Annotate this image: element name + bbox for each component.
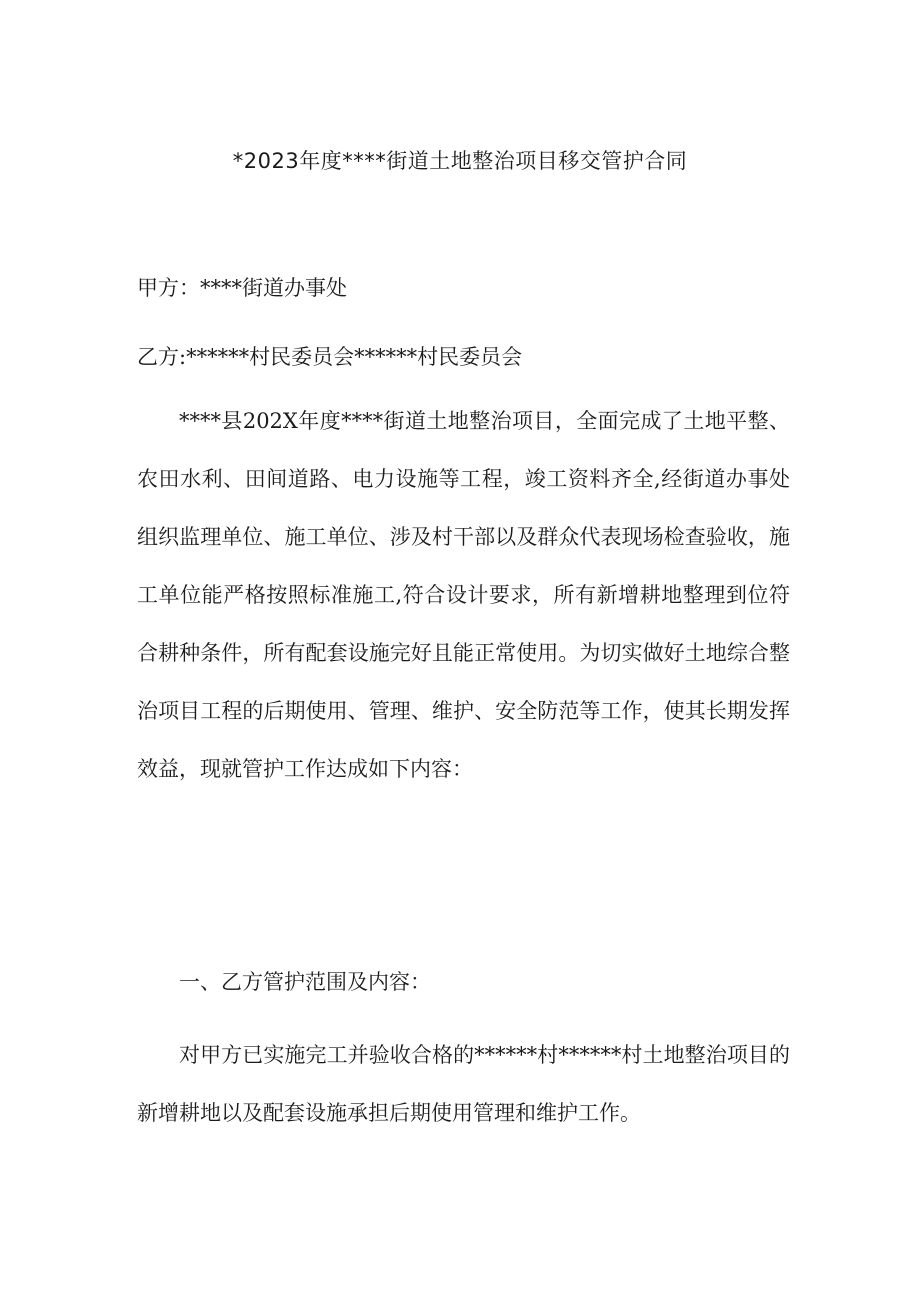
scope-paragraph: 对甲方已实施完工并验收合格的******村******村土地整治项目的新增耕地以及配套设施承担后期使用管理和维护工作。 xyxy=(137,1043,790,1125)
intro-paragraph: ****县202X年度****街道土地整治项目，全面完成了土地平整、农田水利、田间道路、电力设施等工程，竣工资料齐全,经街道办事处组织监理单位、施工单位、涉及村干部以及群众代表现场检查验收，施工单位能严格按照标准施工,符合设计要求，所有新增耕地整理到位符合耕种条件，所有配套设施完好且能正常使用。为切实做好土地综合整治项目工程的后期使用、管理、维护、安全防范等工作，使其长期发挥效益，现就管护工作达成如下内容： xyxy=(137,409,790,781)
document-title: *2023年度****街道土地整治项目移交管护合同 xyxy=(232,149,688,173)
party-a: 甲方：****街道办事处 xyxy=(137,276,347,300)
party-b: 乙方:******村民委员会******村民委员会 xyxy=(137,345,523,369)
section-heading-1: 一、乙方管护范围及内容： xyxy=(179,970,431,994)
